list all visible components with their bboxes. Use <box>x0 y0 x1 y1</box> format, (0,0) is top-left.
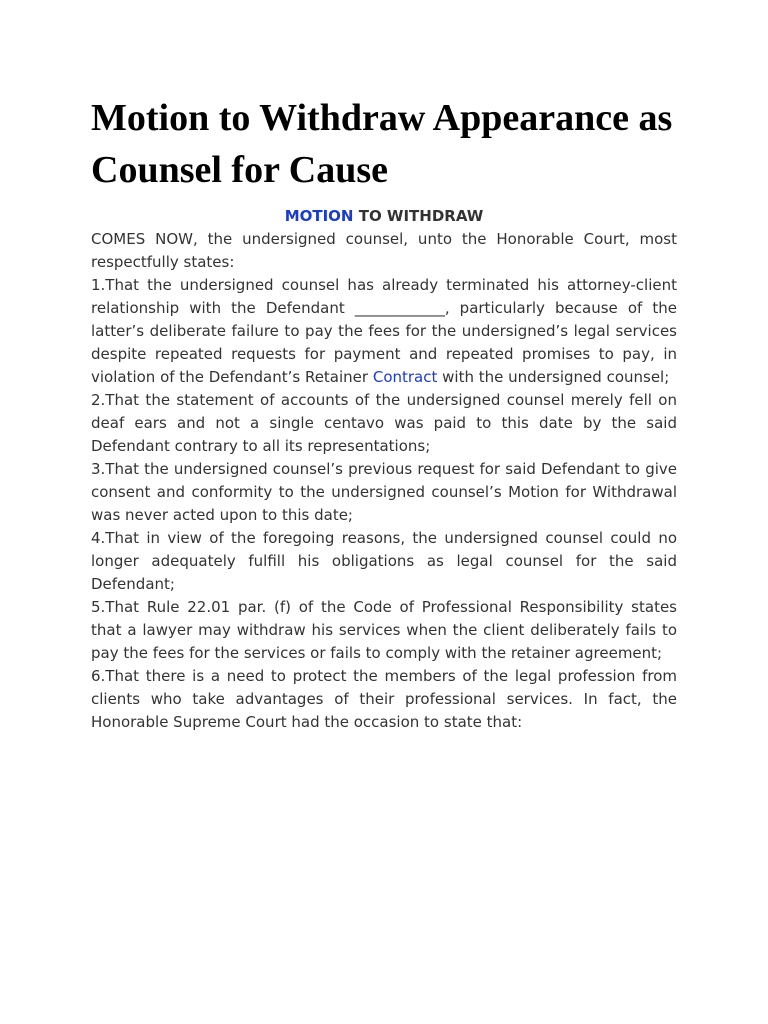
paragraph-1-text: 1.That the undersigned counsel has already terminated his attorney-client relationship with the Defendant ____________, particularly because of the latter’s deliberate failure to pay the fees for the undersigned’s legal services despite repeated requests for payment and repeated promises to pay, in violation of the Defendant’s Retainer <box>91 276 677 386</box>
document-body <box>91 228 677 734</box>
intro-paragraph: COMES NOW, the undersigned counsel, unto the Honorable Court, most respectfully states: <box>91 230 677 271</box>
paragraph-1-tail: with the undersigned counsel; <box>437 368 670 386</box>
paragraph-6: 6.That there is a need to protect the members of the legal profession from clients who take advantages of their professional services. In fact, the Honorable Supreme Court had the occasion to state that: <box>91 667 677 731</box>
paragraph-1 <box>91 274 677 389</box>
motion-subheading <box>91 205 677 228</box>
document-page <box>91 92 677 734</box>
paragraph-3: 3.That the undersigned counsel’s previous request for said Defendant to give consent and conformity to the undersigned counsel’s Motion for Withdrawal was never acted upon to this date; <box>91 460 677 524</box>
paragraph-5: 5.That Rule 22.01 par. (f) of the Code of Professional Responsibility states that a lawyer may withdraw his services when the client deliberately fails to pay the fees for the services or fails to comply with the retainer agreement; <box>91 598 677 662</box>
motion-link[interactable]: MOTION <box>284 207 354 225</box>
paragraph-2: 2.That the statement of accounts of the undersigned counsel merely fell on deaf ears and not a single centavo was paid to this date by the said Defendant contrary to all its representations; <box>91 391 677 455</box>
document-title: Motion to Withdraw Appearance as Counsel for Cause <box>91 97 673 191</box>
subheading-rest: TO WITHDRAW <box>353 207 484 225</box>
paragraph-4: 4.That in view of the foregoing reasons, the undersigned counsel could no longer adequately fulfill his obligations as legal counsel for the said Defendant; <box>91 529 677 593</box>
contract-link[interactable]: Contract <box>372 368 438 386</box>
